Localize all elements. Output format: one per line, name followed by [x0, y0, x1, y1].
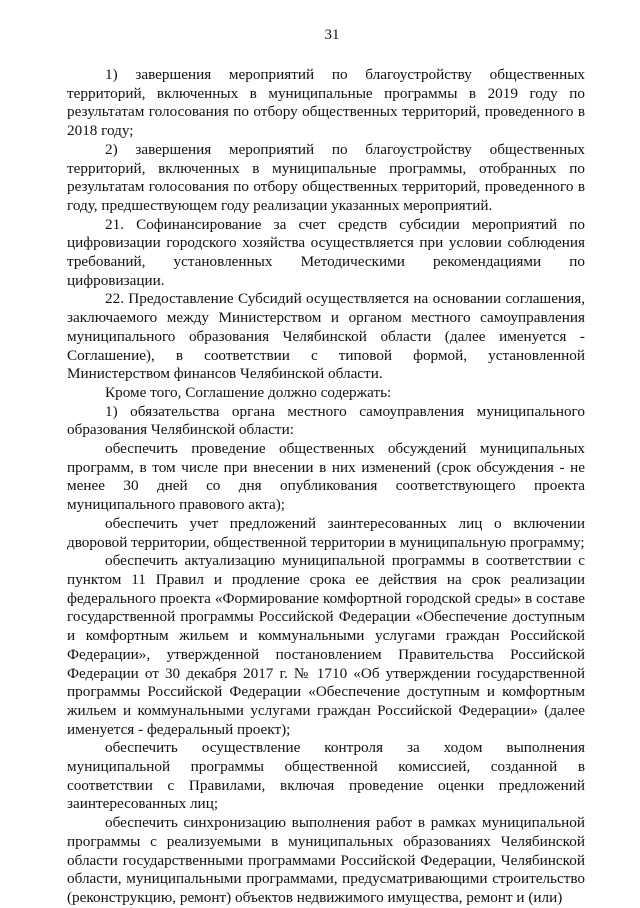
paragraph-control-commission: обеспечить осуществление контроля за ходом выполнения муниципальной программы общественной комиссией, созданной в соответствии с Правилами, включая проведение оценки предложений заинтересованных лиц; [67, 739, 585, 813]
paragraph-item-2-completion-prior-year: 2) завершения мероприятий по благоустройству общественных территорий, включенных в муниципальные программы, отобранных по результатам голосования по отбору общественных территорий, проведенного в году, предшествующем году реализации указанных мероприятий. [67, 140, 585, 214]
paragraph-obligations-intro: 1) обязательства органа местного самоуправления муниципального образования Челябинской области: [67, 402, 585, 439]
paragraph-item-1-completion-2019: 1) завершения мероприятий по благоустройству общественных территорий, включенных в муниципальные программы в 2019 году по результатам голосования по отбору общественных территорий, проведенного в 2018 году; [67, 66, 585, 140]
paragraph-synchronization: обеспечить синхронизацию выполнения работ в рамках муниципальной программы с реализуемыми в муниципальных образованиях Челябинской области государственными программами Российской Федерации, Челябинской области, муниципальными программами, предусматривающими строительство (реконструкцию, ремонт) объектов недвижимого имущества, ремонт и (или) [67, 814, 585, 906]
paragraph-21-digitalization: 21. Софинансирование за счет средств субсидии мероприятий по цифровизации городского хозяйства осуществляется при условии соблюдения требований, установленных Методическими рекомендациями по цифровизации. [67, 215, 585, 289]
paragraph-stakeholder-proposals: обеспечить учет предложений заинтересованных лиц о включении дворовой территории, общественной территории в муниципальную программу; [67, 514, 585, 551]
paragraph-public-discussions: обеспечить проведение общественных обсуждений муниципальных программ, в том числе при внесении в них изменений (срок обсуждения - не менее 30 дней со дня опубликования соответствующего проекта муниципального правового акта); [67, 440, 585, 514]
page-number: 31 [324, 27, 340, 43]
paragraph-agreement-contents-intro: Кроме того, Соглашение должно содержать: [105, 383, 392, 401]
paragraph-22-agreement: 22. Предоставление Субсидий осуществляется на основании соглашения, заключаемого между Министерством и органом местного самоуправления муниципального образования Челябинской области (далее именуется - Соглашение), в соответствии с типовой формой, установленной Министерством финансов Челябинской области. [67, 290, 585, 383]
paragraph-program-update: обеспечить актуализацию муниципальной программы в соответствии с пунктом 11 Правил и продление срока ее действия на срок реализации федерального проекта «Формирование комфортной городской среды» в составе государственной программы Российской Федерации «Обеспечение доступным и комфортным жильем и коммунальными услугами граждан Российской Федерации», утвержденной постановлением Правительства Российской Федерации от 30 декабря 2017 г. № 1710 «Об утверждении государственной программы Российской Федерации «Обеспечение доступным и комфортным жильем и коммунальными услугами граждан Российской Федерации» (далее именуется - федеральный проект); [67, 552, 585, 738]
